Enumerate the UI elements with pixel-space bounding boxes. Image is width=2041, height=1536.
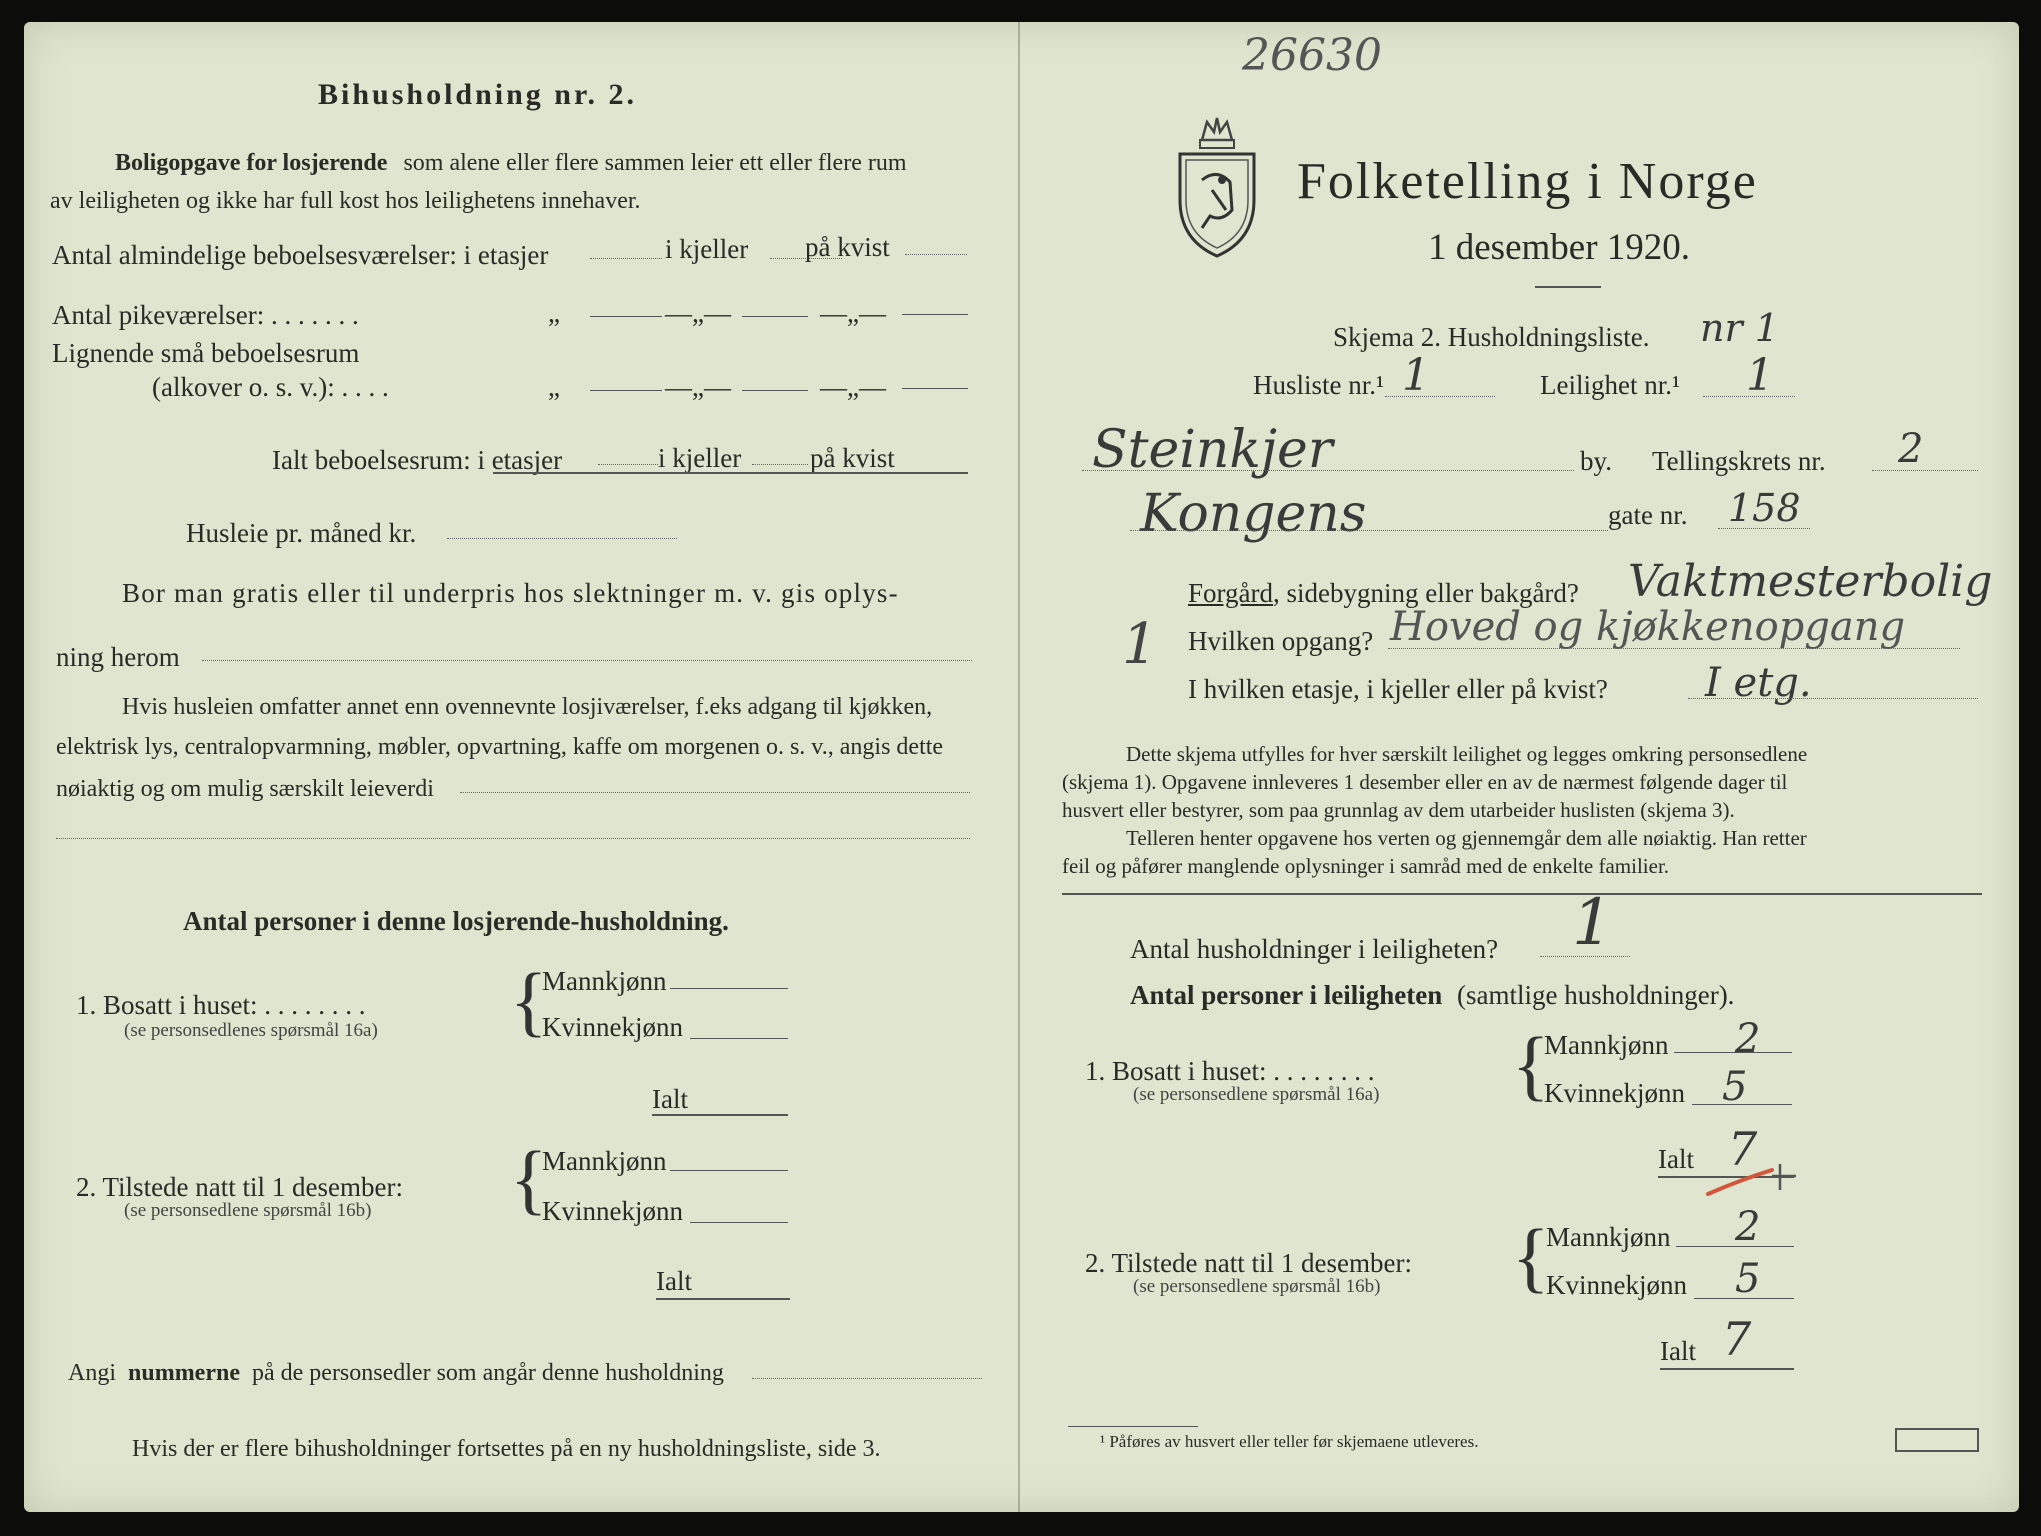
husliste-value: 1 [1402,350,1430,401]
alm-etasjer-line [590,258,662,259]
pike-ditto-3: —„— [820,298,886,328]
pike-line-1 [590,316,662,317]
forgard-underlined: Forgård [1188,578,1273,608]
left-bosatt-ialt-line [652,1114,788,1116]
lignende-ditto-1: „ [548,372,560,402]
pike-line-3 [902,314,968,315]
instr-line-3: husvert eller bestyrer, som paa grunnlag av dem utarbeider huslisten (skjema 3). [1062,798,1735,822]
leieverdi-line [460,792,970,793]
right-bosatt-kvinne: Kvinnekjønn [1544,1078,1685,1108]
pike-line-2 [742,316,808,317]
page-fold [1018,22,1020,1512]
ialt-beb-label: Ialt beboelsesrum: i etasjer [272,445,563,475]
instr-line-1: Dette skjema utfylles for hver særskilt leilighet og legges omkring personsedlene [1126,742,1808,766]
angi-line [68,1360,724,1387]
alm-kvist-line [905,254,967,255]
left-tilstede-kvinne: Kvinnekjønn [542,1196,683,1226]
right-tilstede-mann: Mannkjønn [1546,1222,1671,1252]
herom-line [202,660,972,661]
left-bosatt-kvinne-line [690,1038,788,1039]
antal-hush-label: Antal husholdninger i leiligheten? [1130,934,1499,964]
gate-line [1130,530,1608,531]
gate-value: Kongens [1140,484,1367,544]
lignende-ditto-2: —„— [665,372,731,402]
alm-kjeller-label: i kjeller [665,234,749,264]
forgard-rest: , sidebygning eller bakgård? [1273,578,1579,608]
opgang-label: Hvilken opgang? [1188,626,1374,656]
left-bosatt-brace: { [510,957,548,1044]
left-title: Bihusholdning nr. 2. [318,78,638,111]
right-bosatt-brace: { [1512,1021,1550,1108]
by-value: Steinkjer [1092,420,1333,480]
footnote: ¹ Påføres av husvert eller teller før skjemaene utleveres. [1100,1432,1479,1451]
left-tilstede-ialt-line [656,1298,790,1300]
leilighet-label: Leilighet nr.¹ [1540,370,1681,400]
left-tilstede-brace: { [510,1135,548,1222]
ialt-kjeller-line [752,464,808,465]
angi-post: på de personsedler som angår denne husholdning [251,1360,724,1386]
hvis-line-3: nøiaktig og om mulig særskilt leieverdi [56,776,434,802]
left-bosatt-kvinne: Kvinnekjønn [542,1012,683,1042]
lignende-label-1: Lignende små beboelsesrum [52,338,360,368]
alm-kvist-label: på kvist [805,232,890,262]
right-tilstede-mann-line [1676,1246,1794,1247]
right-bosatt-sub: (se personsedlene spørsmål 16a) [1133,1084,1380,1105]
husliste-line [1385,396,1495,397]
bor-man-text: Bor man gratis eller til underpris hos slektninger m. v. gis oplys- [122,578,899,608]
right-bosatt-label: 1. Bosatt i huset: . . . . . . . . [1085,1056,1375,1086]
leilighet-value: 1 [1746,350,1774,401]
right-tilstede-ialt: Ialt [1660,1336,1696,1366]
printer-stamp [1895,1428,1979,1452]
instr-line-5: feil og påfører manglende oplysninger i samråd med de enkelte familier. [1062,854,1670,878]
antal-hush-value: 1 [1572,886,1613,960]
gate-label: gate nr. [1608,500,1688,530]
instr-line-2: (skjema 1). Opgavene innleveres 1 desember eller en av de nærmest følgende dager til [1062,770,1788,794]
right-tilstede-label: 2. Tilstede natt til 1 desember: [1085,1248,1412,1278]
lignende-ditto-3: —„— [820,372,886,402]
krets-line [1872,470,1978,471]
angi-pre: Angi [68,1360,116,1386]
intro-line-2: av leiligheten og ikke har full kost hos leilighetens innehaver. [50,188,641,214]
husleie-line [447,538,677,539]
left-tilstede-sub: (se personsedlene spørsmål 16b) [124,1200,372,1221]
etasje-label: I hvilken etasje, i kjeller eller på kvist? [1188,674,1608,704]
angi-bold: nummerne [128,1360,240,1386]
skjema-label: Skjema 2. Husholdningsliste. [1333,322,1650,352]
right-bosatt-ialt: Ialt [1658,1144,1694,1174]
right-date: 1 desember 1920. [1428,227,1691,268]
right-tilstede-kvinne-line [1694,1298,1794,1299]
pike-ditto-2: —„— [665,298,731,328]
left-tilstede-mann-line [670,1170,788,1171]
norway-crest-icon [1172,110,1262,265]
right-tilstede-sub: (se personsedlene spørsmål 16b) [1133,1276,1381,1297]
by-line [1082,470,1574,471]
krets-value: 2 [1898,426,1924,472]
etasje-line [1688,698,1978,699]
antal-pers-bold: Antal personer i leiligheten [1130,980,1443,1010]
intro-rest: som alene eller flere sammen leier ett eller flere rum [403,150,907,176]
archive-number: 26630 [1242,30,1382,81]
right-tilstede-kvinne: Kvinnekjønn [1546,1270,1687,1300]
right-tilstede-mann-value: 2 [1735,1204,1761,1250]
right-tilstede-ialt-line [1660,1368,1794,1370]
right-tilstede-brace: { [1512,1213,1550,1300]
ialt-kvist-label: på kvist [810,443,895,473]
antal-personer-heading: Antal personer i denne losjerende-husholdning. [183,906,729,936]
date-rule [1535,286,1601,288]
angi-line-fill [752,1378,982,1379]
skjema-hw: nr 1 [1700,306,1779,350]
ialt-etasjer-line [598,464,658,465]
left-tilstede-ialt: Ialt [656,1266,692,1296]
right-bosatt-ialt-value: 7 [1728,1122,1758,1176]
flere-text: Hvis der er flere bihusholdninger fortsettes på en ny husholdningsliste, side 3. [132,1436,881,1462]
right-title: Folketelling i Norge [1297,153,1758,210]
opgang-value: Hoved og kjøkkenopgang [1390,604,1906,650]
intro-bold: Boligopgave for losjerende [115,150,388,176]
left-bosatt-mann-line [670,988,788,989]
pike-ditto-1: „ [548,298,560,328]
right-bosatt-kvinne-value: 5 [1722,1064,1748,1110]
by-label: by. [1580,446,1612,476]
hvis-line-1: Hvis husleien omfatter annet enn ovennevnte losjiværelser, f.eks adgang til kjøkken, [122,694,933,720]
instr-line-4: Telleren henter opgavene hos verten og gjennemgår dem alle nøiaktig. Han retter [1126,826,1807,850]
footnote-rule [1068,1426,1198,1427]
ning-herom-text: ning herom [56,642,180,672]
hvis-line-2: elektrisk lys, centralopvarmning, møbler, opvartning, kaffe om morgenen o. s. v., angis dette [56,734,944,760]
antal-hush-line [1540,956,1630,957]
left-bosatt-label: 1. Bosatt i huset: . . . . . . . . [76,990,366,1020]
ialt-kjeller-label: i kjeller [658,443,742,473]
left-bosatt-sub: (se personsedlenes spørsmål 16a) [124,1020,378,1041]
forgard-value: Vaktmesterbolig [1628,556,1993,607]
margin-mark: 1 [1122,612,1158,677]
intro-line-1 [115,150,907,177]
antal-pike-label: Antal pikeværelser: . . . . . . . [52,300,359,330]
ialt-underline [493,472,968,474]
husleie-label: Husleie pr. måned kr. [186,518,417,548]
krets-label: Tellingskrets nr. [1652,446,1826,476]
husliste-label: Husliste nr.¹ [1253,370,1385,400]
right-bosatt-kvinne-line [1692,1104,1792,1105]
opgang-line [1388,648,1960,649]
right-tilstede-ialt-value: 7 [1722,1312,1752,1366]
right-tilstede-kvinne-value: 5 [1735,1256,1761,1302]
antal-pers-line [1130,980,1734,1011]
gate-nr-line [1718,528,1810,529]
antal-pers-rest: (samtlige husholdninger). [1456,980,1735,1010]
left-tilstede-mann: Mannkjønn [542,1146,667,1176]
gate-nr-value: 158 [1728,486,1801,530]
right-bosatt-mann: Mannkjønn [1544,1030,1669,1060]
lignende-line-1 [590,390,662,391]
left-bosatt-mann: Mannkjønn [542,966,667,996]
left-tilstede-label: 2. Tilstede natt til 1 desember: [76,1172,403,1202]
etasje-value: I etg. [1705,660,1812,706]
leilighet-line [1703,396,1795,397]
left-tilstede-kvinne-line [690,1222,788,1223]
leieverdi-line-2 [56,838,970,839]
antal-alm-label: Antal almindelige beboelsesværelser: i etasjer [52,240,549,270]
lignende-label-2: (alkover o. s. v.): . . . . [152,372,389,402]
right-bosatt-mann-line [1674,1052,1792,1053]
lignende-line-3 [902,388,968,389]
instr-rule [1062,893,1982,895]
red-check-mark [1700,1160,1810,1200]
left-bosatt-ialt: Ialt [652,1084,688,1114]
lignende-line-2 [742,390,808,391]
right-bosatt-mann-value: 2 [1735,1016,1761,1062]
